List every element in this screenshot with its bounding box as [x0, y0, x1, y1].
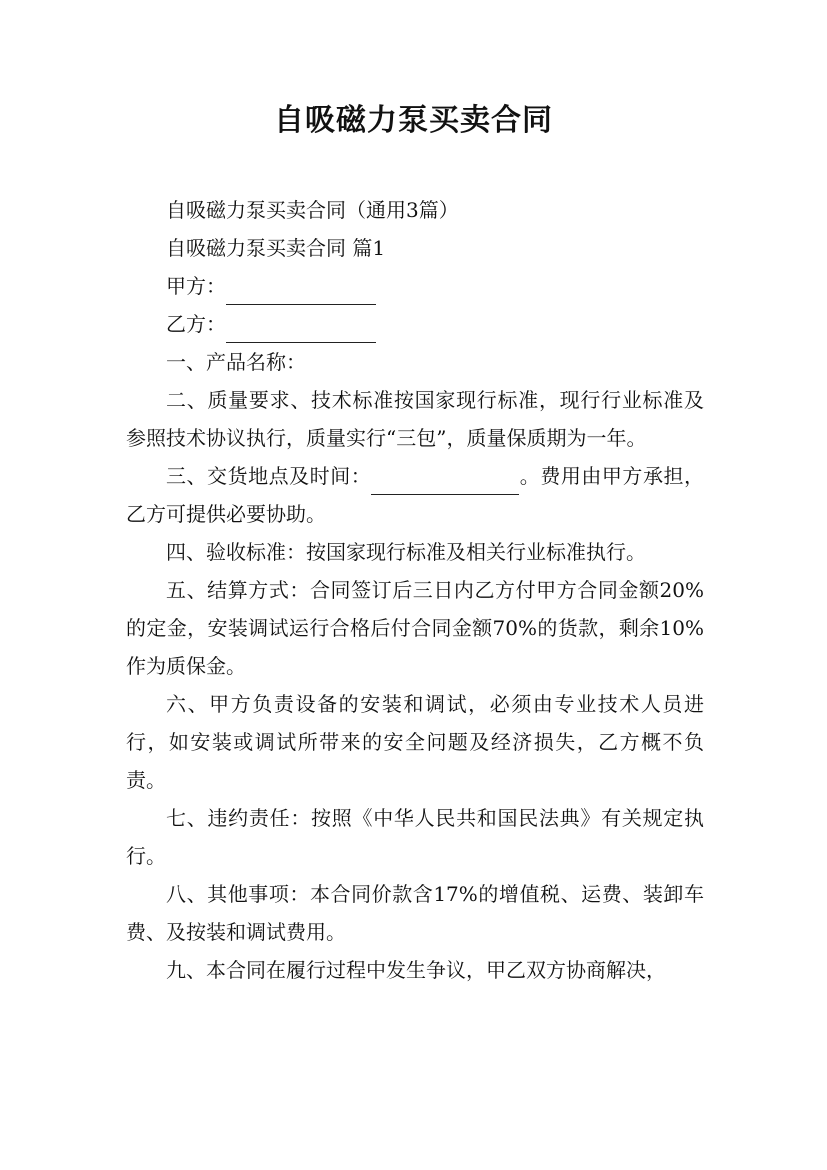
part-line: 自吸磁力泵买卖合同 篇1	[166, 236, 386, 260]
party-b-line	[126, 305, 704, 343]
clause-6: 六、甲方负责设备的安装和调试，必须由专业技术人员进行，如安装或调试所带来的安全问题及经济损失，乙方概不负责。	[126, 692, 704, 792]
document-title: 自吸磁力泵买卖合同	[274, 103, 553, 138]
clause-1: 一、产品名称：	[166, 350, 306, 374]
clause-5: 五、结算方式：合同签订后三日内乙方付甲方合同金额20%的定金，安装调试运行合格后付合同金额70%的货款，剩余10%作为质保金。	[126, 578, 704, 678]
heading-line: 自吸磁力泵买卖合同（通用3篇）	[166, 198, 459, 222]
clause-3-label: 三、交货地点及时间：	[166, 464, 372, 488]
clause-9: 九、本合同在履行过程中发生争议，甲乙双方协商解决，	[166, 958, 666, 982]
clause-4: 四、验收标准：按国家现行标准及相关行业标准执行。	[166, 540, 646, 564]
party-b-blank	[226, 322, 376, 343]
clause-3-text: 。费用由甲方承担，乙方可提供必要协助。	[126, 464, 705, 526]
party-a-blank	[226, 284, 376, 305]
delivery-blank	[371, 474, 519, 495]
clause-3	[126, 457, 704, 533]
clause-7: 七、违约责任：按照《中华人民共和国民法典》有关规定执行。	[126, 806, 704, 868]
party-a-label: 甲方：	[166, 274, 226, 298]
clause-8: 八、其他事项：本合同价款含17%的增值税、运费、装卸车费、及按装和调试费用。	[126, 882, 704, 944]
clause-2: 二、质量要求、技术标准按国家现行标准，现行行业标准及参照技术协议执行，质量实行“三包”，质量保质期为一年。	[126, 388, 704, 450]
party-a-line	[126, 267, 704, 305]
party-b-label: 乙方：	[166, 312, 226, 336]
document-body	[126, 191, 704, 989]
